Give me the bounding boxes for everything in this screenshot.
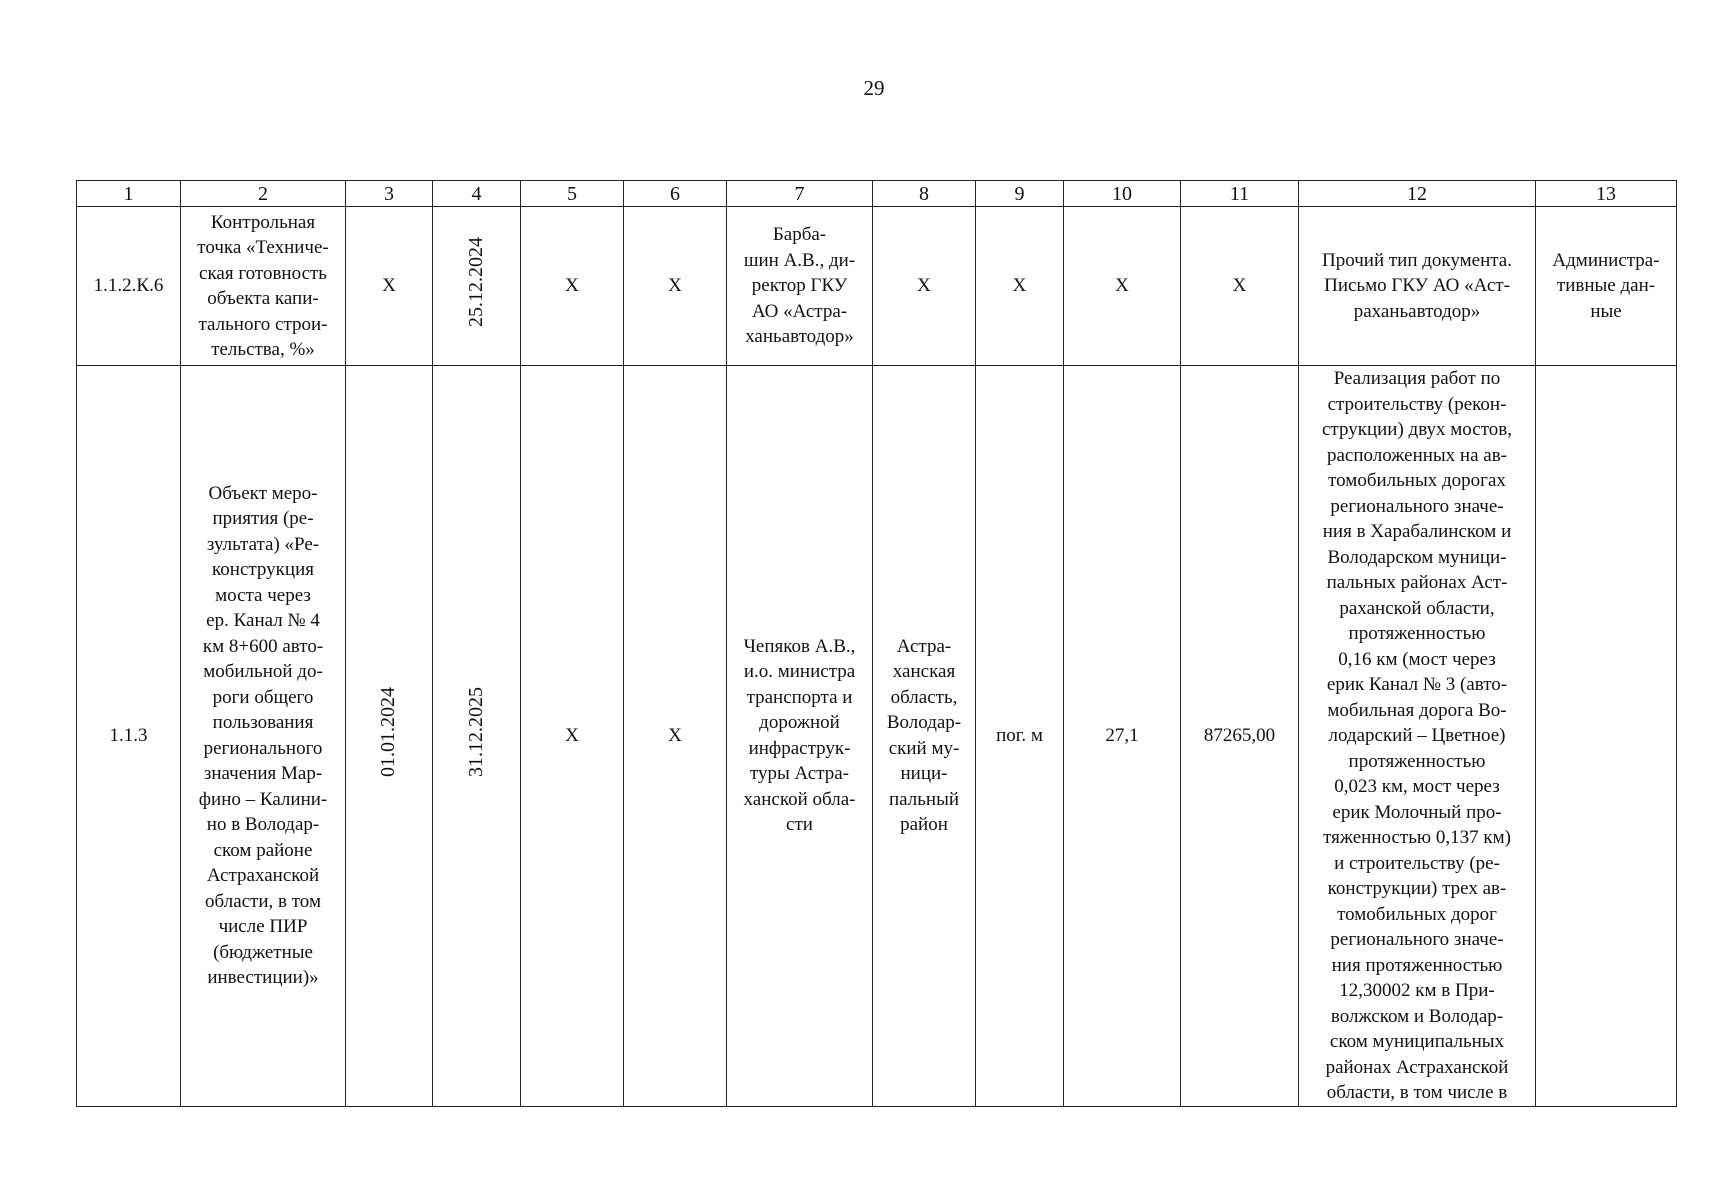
description-cell [1299,366,1536,1107]
responsible-text: Барба- шин А.В., ди- ректор ГКУ АО «Астра- ханьавтодор» [743,224,856,348]
table-row [77,207,1677,366]
cell-col5: X [521,366,624,1107]
name-text: Контрольная точка «Техниче- ская готовность объекта капи- тального строи- тельства, %» [197,211,329,360]
description-cell [1299,207,1536,366]
description-text: Прочий тип документа. Письмо ГКУ АО «Аст- раханьавтодор» [1322,249,1512,322]
column-header: 7 [727,181,873,207]
cost-cell: X [1181,207,1299,366]
cell-col5: X [521,207,624,366]
column-header: 4 [433,181,521,207]
column-header: 2 [181,181,346,207]
unit-cell: пог. м [976,366,1064,1107]
value-cell: X [1064,207,1181,366]
name-cell [181,366,346,1107]
column-header: 3 [346,181,433,207]
data-table [76,180,1677,1107]
column-header: 1 [77,181,181,207]
responsible-cell [727,366,873,1107]
column-header: 5 [521,181,624,207]
responsible-cell [727,207,873,366]
cost-cell: 87265,00 [1181,366,1299,1107]
row-number-cell: 1.1.3 [77,366,181,1107]
end-date-text: 25.12.2024 [464,237,487,328]
cell-col6: X [624,207,727,366]
end-date-cell [433,366,521,1107]
description-text: Реализация работ по строительству (рекон- струкции) двух мостов, расположенных на ав- томобильных дорогах регионального значе- ния в Харабалинском и Володарском муници- пальных районах Аст- раханской области, протяженностью 0,16 км (мост через ерик Канал № 3 (авто- мобильная дорога Во- лодарский – Цветное) протяженностью 0,023 км, мост через ерик Молочный про- тяженностью 0,137 км) и строительству (ре- конструкции) трех ав- томобильных дорог регионального значе- ния протяженностью 12,30002 км в При- волжском и Володар- ском муниципальных районах Астраханской области, в том числе в [1322,368,1512,1103]
location-cell: X [873,207,976,366]
source-text: Администра- тивные дан- ные [1552,249,1660,322]
name-text: Объект меро- приятия (ре- зультата) «Ре- конструкция моста через ер. Канал № 4 км 8+600 авто- мобильной до- роги общего пользования регионального значения Мар- фино – Калини- но в Володар- ском районе Астраханской области, в том числе ПИР (бюджетные инвестиции)» [198,482,328,989]
column-header: 8 [873,181,976,207]
column-header: 12 [1299,181,1536,207]
location-text: Астра- ханская область, Володар- ский му- ници- пальный район [886,635,962,836]
start-date-cell [346,366,433,1107]
source-cell [1536,207,1677,366]
column-header: 11 [1181,181,1299,207]
column-header: 6 [624,181,727,207]
start-date-text: 01.01.2024 [377,687,400,777]
cell-col6: X [624,366,727,1107]
table-row [77,366,1677,1107]
unit-cell: X [976,207,1064,366]
source-cell [1536,366,1677,1107]
location-cell [873,366,976,1107]
column-header: 13 [1536,181,1677,207]
end-date-text: 31.12.2025 [464,687,487,777]
row-number-cell: 1.1.2.К.6 [77,207,181,366]
start-date-cell: X [346,207,433,366]
column-header: 10 [1064,181,1181,207]
value-cell: 27,1 [1064,366,1181,1107]
column-header: 9 [976,181,1064,207]
page-number: 29 [863,76,885,100]
column-header-row [77,181,1677,207]
responsible-text: Чепяков А.В., и.о. министра транспорта и дорожной инфраструк- туры Астра- ханской обла- сти [743,635,856,836]
end-date-cell [433,207,521,366]
name-cell [181,207,346,366]
